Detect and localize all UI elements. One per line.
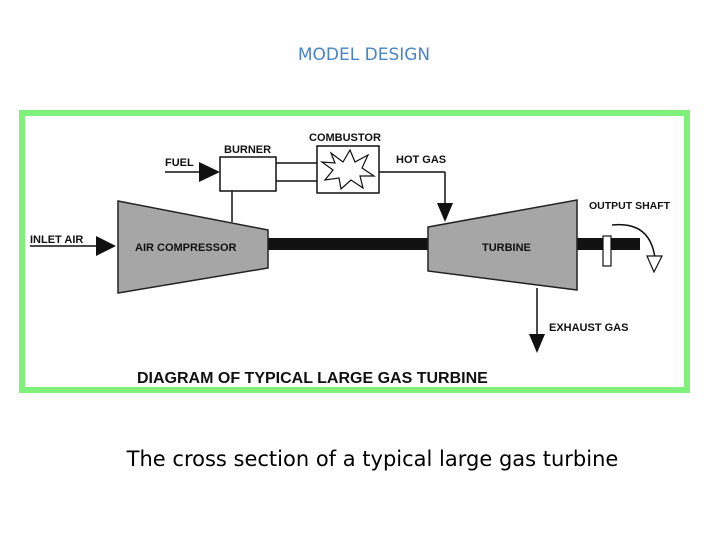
- diagram-heading: DIAGRAM OF TYPICAL LARGE GAS TURBINE: [137, 370, 488, 387]
- hot-gas-arrow-icon: [437, 203, 453, 222]
- air-compressor-label: AIR COMPRESSOR: [135, 242, 237, 254]
- output-shaft-collar: [603, 236, 611, 266]
- inlet-air-label: INLET AIR: [30, 234, 84, 246]
- hot-gas-label: HOT GAS: [396, 154, 447, 166]
- combustor-label: COMBUSTOR: [309, 132, 381, 144]
- turbine-label: TURBINE: [482, 242, 531, 254]
- slide-title: MODEL DESIGN: [297, 45, 431, 65]
- fuel-arrow-icon: [199, 162, 220, 182]
- fuel-label: FUEL: [165, 157, 194, 169]
- burner-label: BURNER: [224, 144, 272, 156]
- inlet-air-arrow-icon: [96, 236, 116, 256]
- slide-caption: The cross section of a typical large gas turbine: [126, 447, 619, 471]
- rotation-arrowhead-icon: [647, 256, 662, 272]
- exhaust-gas-label: EXHAUST GAS: [549, 322, 629, 334]
- output-shaft-label: OUTPUT SHAFT: [589, 200, 671, 212]
- exhaust-arrow-icon: [529, 334, 545, 353]
- burner-block: [220, 157, 276, 191]
